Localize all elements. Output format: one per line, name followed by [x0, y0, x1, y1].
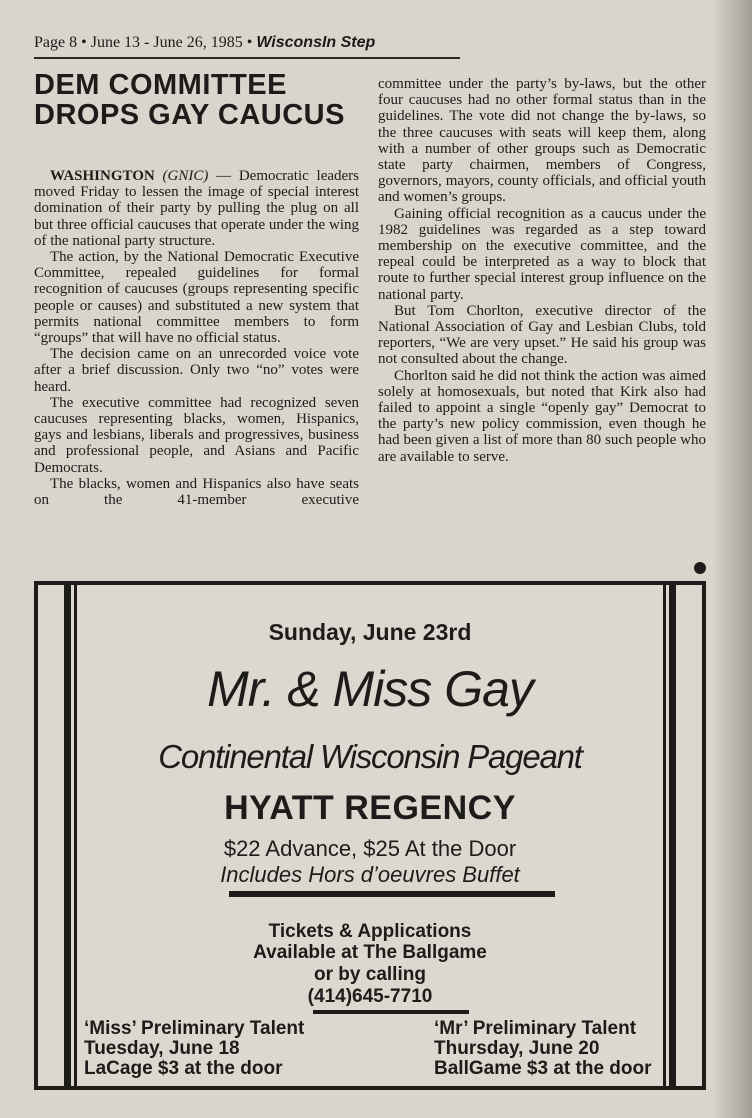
- article-column-1: [34, 168, 359, 508]
- lead-text: — Democratic leaders moved Friday to lessen the image of special interest domination of their party by pulling the plug on all but three official caucuses that operate under the wing of the national party structure.: [34, 168, 360, 249]
- issue-dates: June 13 - June 26, 1985: [90, 34, 243, 51]
- ad-tickets-line-2: Available at The Ballgame: [253, 942, 487, 963]
- mr-date: Thursday, June 20: [434, 1038, 600, 1059]
- ad-tickets-line-1: Tickets & Applications: [268, 921, 472, 942]
- ad-border-bar-left: [64, 585, 71, 1086]
- ad-buffet: Includes Hors d’oeuvres Buffet: [220, 862, 520, 887]
- miss-title: ‘Miss’ Preliminary Talent: [84, 1018, 305, 1039]
- header-bullet-2: •: [246, 34, 253, 51]
- page-edge-shadow: [712, 0, 752, 1118]
- page-header: [34, 33, 464, 53]
- header-rule: [34, 57, 460, 59]
- miss-preliminary: [84, 1019, 304, 1079]
- miss-place: LaCage $3 at the door: [84, 1058, 283, 1079]
- paragraph: The blacks, women and Hispanics also have seats on the 41-member executive: [34, 475, 359, 509]
- ad-tickets-line-3: or by calling: [314, 964, 426, 985]
- ad-border-bar-left-thin: [74, 585, 77, 1086]
- page-number: Page 8: [34, 34, 78, 51]
- article-headline: DEM COMMITTEE DROPS GAY CAUCUS: [34, 69, 345, 131]
- ad-divider: [229, 891, 555, 897]
- paragraph: Gaining official recognition as a caucus under the 1982 guidelines was regarded as a step toward membership on the executive committee, and the repeal could be interpreted as a way to block that route to further special interest group influence on the national party.: [378, 205, 706, 303]
- mr-preliminary: [434, 1019, 652, 1079]
- ad-phone-underline: [313, 1010, 469, 1014]
- continuation-paragraph: committee under the party’s by-laws, but the other four caucuses had no other formal status than in the guidelines. The vote did not change the by-laws, so the three caucuses with seats will keep them, along with a number of other groups such as Democratic state party chairmen, members of Congress, governors, mayors, county officials, and official youth and women’s groups.: [378, 76, 706, 206]
- dateline: WASHINGTON: [50, 168, 155, 184]
- ad-border-bar-right-thin: [663, 585, 666, 1086]
- publication-name: WisconsIn Step: [256, 34, 376, 51]
- ad-content: [84, 585, 656, 1086]
- ad-title-line-1: Mr. & Miss Gay: [207, 661, 533, 717]
- ad-date: Sunday, June 23rd: [268, 619, 472, 645]
- pageant-advertisement: [34, 581, 706, 1090]
- lead-paragraph: [34, 168, 359, 249]
- paragraph: The action, by the National Democratic Executive Committee, repealed guidelines for formal recognition of caucuses (groups representing specific people or causes) and substituted a new system that permits national committee members to form “groups” that will have no official status.: [34, 249, 359, 347]
- news-agency: (GNIC): [162, 168, 209, 184]
- ad-prices: $22 Advance, $25 At the Door: [223, 836, 517, 861]
- miss-date: Tuesday, June 18: [84, 1038, 240, 1059]
- mr-place: BallGame $3 at the door: [434, 1058, 652, 1079]
- header-bullet: •: [81, 34, 87, 51]
- paragraph: But Tom Chorlton, executive director of the National Association of Gay and Lesbian Clubs, told reporters, “We are very upset.” He said his group was not consulted about the change.: [378, 302, 706, 368]
- paragraph: The executive committee had recognized seven caucuses representing blacks, women, Hispanics, gays and lesbians, liberals and progressives, business and professional people, and Asians and Pacific Democrats.: [34, 394, 359, 476]
- mr-title: ‘Mr’ Preliminary Talent: [434, 1018, 637, 1039]
- article-column-2: [378, 76, 706, 465]
- ad-phone: (414)645-7710: [307, 986, 433, 1007]
- ad-border-bar-right: [669, 585, 676, 1086]
- ad-title-line-2: Continental Wisconsin Pageant: [158, 738, 582, 775]
- ad-venue: HYATT REGENCY: [224, 789, 516, 827]
- paragraph: The decision came on an unrecorded voice vote after a brief discussion. Only two “no” votes were heard.: [34, 346, 359, 395]
- paragraph: Chorlton said he did not think the action was aimed solely at homosexuals, but noted that Kirk also had failed to appoint a single “openly gay” Democrat to the party’s new policy commission, even though he had been given a list of more than 80 such people who are available to serve.: [378, 367, 706, 465]
- end-of-story-dot: [694, 562, 706, 574]
